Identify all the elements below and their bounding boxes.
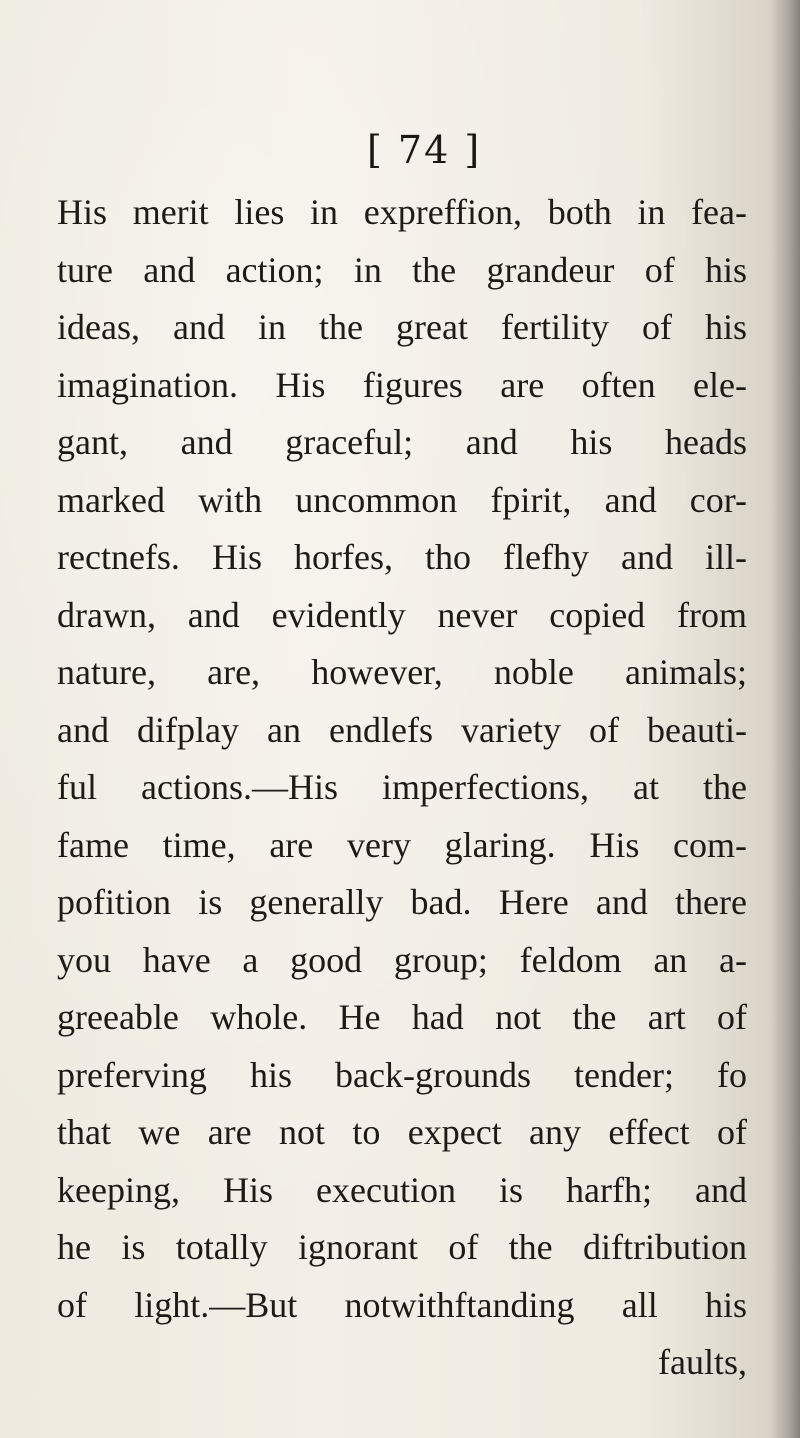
text-line: nature, are, however, noble animals; (57, 652, 747, 692)
text-line: gant, and graceful; and his heads (57, 422, 747, 462)
text-line: you have a good group; feldom an a- (57, 939, 747, 980)
text-line: keeping, His execution is harfh; and (57, 1169, 747, 1210)
text-line: rectnefs. His horfes, tho flefhy and ill- (57, 537, 747, 577)
text-line: preferving his back-grounds tender; fo (57, 1054, 747, 1095)
text-line: pofition is generally bad. Here and there (57, 882, 747, 922)
text-line: ideas, and in the great fertility of his (57, 307, 747, 347)
text-line: that we are not to expect any effect of (57, 1112, 747, 1152)
text-line: imagination. His figures are often ele- (57, 364, 747, 405)
text-line: drawn, and evidently never copied from (57, 594, 747, 635)
text-line: greeable whole. He had not the art of (57, 997, 747, 1037)
text-line: marked with uncommon fpirit, and cor- (57, 479, 747, 520)
catchword: faults, (658, 1342, 747, 1382)
page-number: [ 74 ] (367, 128, 482, 172)
text-line: of light.—But notwithftanding all his (57, 1284, 747, 1325)
text-line: ful actions.—His imperfections, at the (57, 767, 747, 807)
text-line: His merit lies in expreffion, both in fea- (57, 192, 747, 232)
text-line: ture and action; in the grandeur of his (57, 249, 747, 290)
body-text (57, 184, 747, 1392)
text-line: he is totally ignorant of the diftribution (57, 1227, 747, 1267)
text-line: and difplay an endlefs variety of beauti- (57, 709, 747, 750)
page-edge-shadow (772, 0, 800, 1438)
text-line: fame time, are very glaring. His com- (57, 824, 747, 865)
